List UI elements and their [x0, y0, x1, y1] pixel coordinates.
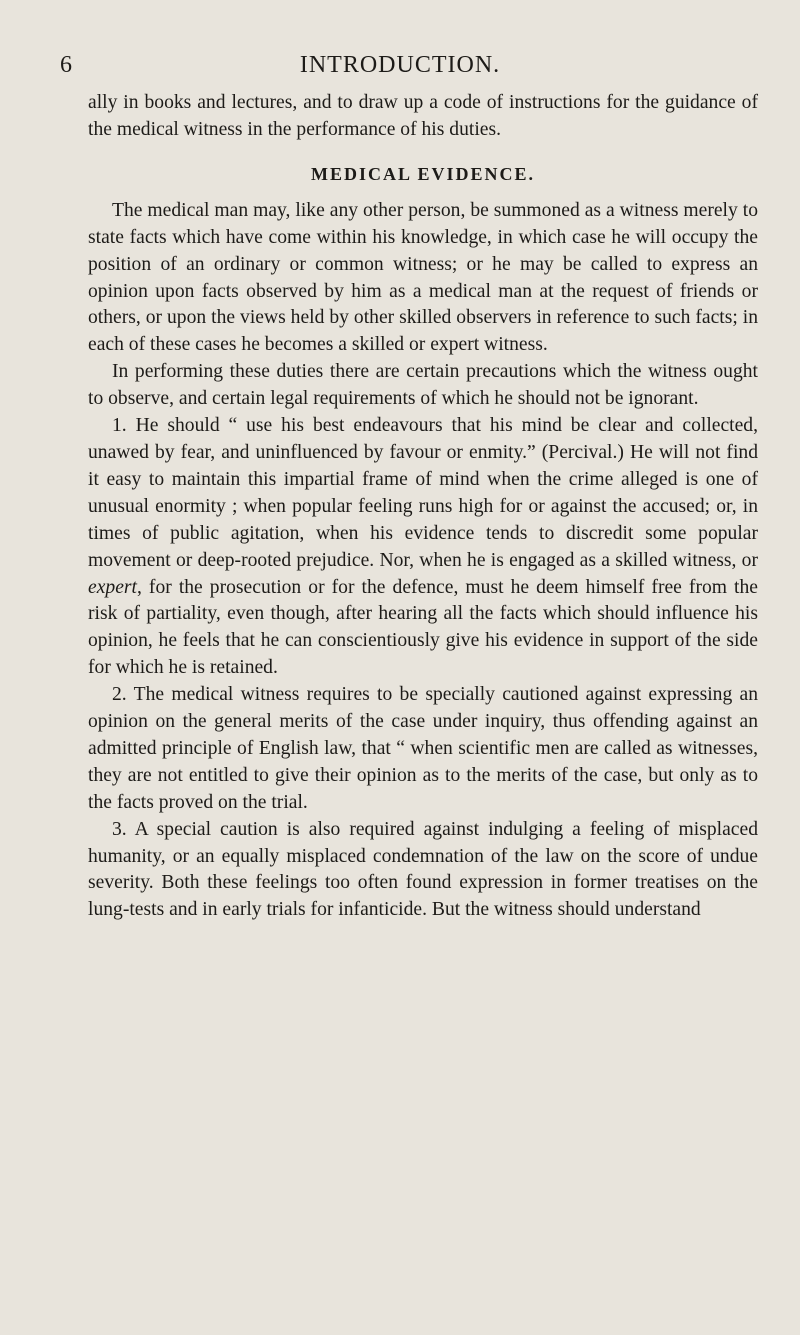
- paragraph-precautions: In performing these duties there are certain precautions which the witness ought to observe, and certain legal requirements of which he should not be ignorant.: [88, 361, 758, 410]
- section-heading: MEDICAL EVIDENCE.: [310, 163, 536, 184]
- body-text: [88, 90, 758, 924]
- paragraph-medical-man: The medical man may, like any other person, be summoned as a witness merely to state facts which have come within his knowledge, in which case he will occupy the position of an ordinary or common witness; or he may be called to express an opinion upon facts observed by him as a medical man at the request of friends or others, or upon the views held by other skilled observers in reference to such facts; in each of these cases he becomes a skilled or expert witness.: [88, 199, 758, 356]
- item-1-italic: expert: [88, 576, 137, 598]
- page-number: 6: [60, 52, 72, 78]
- item-1-text-b: , for the prosecution or for the defence, must he deem himself free from the risk of partiality, even though, after hearing all the facts which should influence his opinion, he feels that he can conscientiously give his evidence in support of the side for which he is retained.: [88, 576, 758, 679]
- paragraph-continued: ally in books and lectures, and to draw up a code of instructions for the guidance of the medical witness in the performance of his duties.: [88, 92, 758, 140]
- paragraph-item-3: 3. A special caution is also required against indulging a feeling of misplaced humanity, or an equally misplaced condemnation of the law on the score of undue severity. Both these feelings too often found expression in former treatises on the lung-tests and in early trials for infanticide. But the witness should understand: [88, 818, 758, 921]
- item-1-text-a: 1. He should “ use his best endeavours that his mind be clear and collected, unawed by fear, and uninfluenced by favour or enmity.” (Percival.) He will not find it easy to maintain this impartial frame of mind when the crime alleged is one of unusual enormity ; when popular feeling runs high for or against the accused; or, in times of public agitation, when his evidence tends to discredit some popular movement or deep-rooted prejudice. Nor, when he is engaged as a skilled witness, or: [88, 415, 758, 571]
- running-title: INTRODUCTION.: [299, 52, 501, 78]
- paragraph-item-1: [88, 413, 758, 682]
- paragraph-item-2: 2. The medical witness requires to be specially cautioned against expressing an opinion on the general merits of the case under inquiry, thus offending against an admitted principle of English law, that “ when scientific men are called as witnesses, they are not entitled to give their opinion as to the merits of the case, but only as to the facts proved on the trial.: [88, 684, 758, 813]
- page-header: [60, 52, 740, 86]
